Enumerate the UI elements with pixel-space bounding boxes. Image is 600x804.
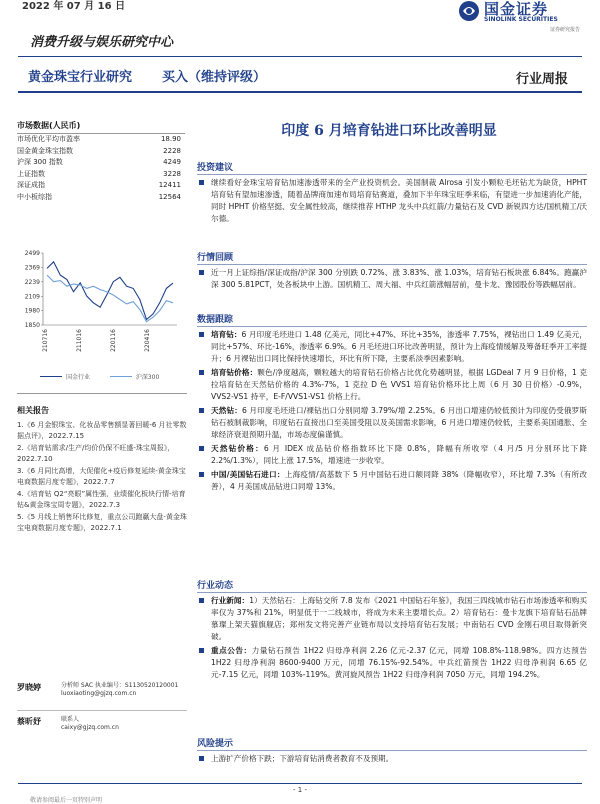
analyst-name: 蔡昕妤 bbox=[17, 717, 41, 726]
market-data-label: 市场优化平均市盈率 bbox=[17, 135, 80, 143]
section bbox=[197, 578, 587, 683]
market-data-label: 中小板综指 bbox=[17, 192, 52, 201]
paragraph bbox=[197, 177, 587, 225]
legend-swatch-2 bbox=[110, 376, 132, 377]
paragraph-text: 6 月印度毛坯进口/裸钻出口分别同增 3.79%/增 2.25%。6 月出口增速仍较低预计为印度仍受俄罗斯钻石被制裁影响，印度钻石直接出口至美国受阻以及美国需求影响，6 月进口增速仍较低，主要系美国通胀、全球经济衰退预期升温，市场态度偏谨慎。 bbox=[211, 406, 587, 439]
footer-rule bbox=[18, 783, 582, 784]
paragraph-lead: 天然钻： bbox=[211, 406, 243, 415]
analyst-role-text: 联系人 bbox=[61, 716, 80, 723]
report-type: 行业周报 bbox=[515, 72, 568, 87]
footer-disclaimer: 敬请参阅最后一页特别声明 bbox=[30, 797, 103, 804]
analyst-email[interactable]: caixy@gjzq.com.cn bbox=[61, 724, 119, 731]
section-title: 投资建议 bbox=[197, 163, 234, 173]
paragraph-lead: 培育钻： bbox=[211, 330, 242, 339]
logo-sub: 证券研究报告 bbox=[550, 27, 581, 33]
section bbox=[197, 312, 587, 495]
logo-cn: 国金证券 bbox=[484, 0, 549, 18]
research-center: 消费升级与娱乐研究中心 bbox=[30, 35, 174, 50]
section-rule bbox=[197, 750, 587, 751]
rating: 买入（维持评级） bbox=[162, 70, 267, 85]
paragraph bbox=[197, 367, 587, 403]
paragraph bbox=[197, 329, 587, 365]
bullet-icon bbox=[199, 446, 204, 451]
series-line-2 bbox=[47, 275, 173, 322]
market-data-value: 12411 bbox=[158, 181, 181, 189]
paragraph bbox=[197, 443, 587, 467]
legend-label-1: 国金行业 bbox=[66, 374, 91, 381]
company-logo bbox=[458, 0, 598, 34]
analyst-email[interactable]: luoxiaoting@gjzq.com.cn bbox=[61, 690, 137, 697]
related-report-link[interactable]: 3.《6 月同比高增，大促催化+疫后修复延续-黄金珠宝电商数据月度专题》，2022.7.7 bbox=[17, 467, 186, 486]
y-tick-label: 1850 bbox=[24, 322, 40, 329]
paragraph-lead: 天然钻价格： bbox=[211, 444, 264, 453]
market-data-value: 2228 bbox=[163, 146, 181, 155]
paragraph-text: 继续看好金珠宝培育钻加速渗透带来的全产业投资机会。美国制裁 Alrosa 引发小颗粒毛坯钻尤为缺货，HPHT 培育钻有望加速渗透，随着品牌商加速布局培育钻赛道，叠加下半年珠宝旺季来临，有望进一步加速消化产能，同时 HPHT 价格坚挺、安全属性较高，继续推荐 HTHP 龙头中兵红箭/力量钻石及 CVD 新锐四方达/国机精工/沃尔德。 bbox=[211, 178, 587, 223]
paragraph-text: 1）天然钻石：上海钻交所 7.8 发布《2021 中国钻石年鉴》，我国三四线城市钻石市场渗透率和购买率仅为 37%和 21%，明显低于一二线城市，将成为未来主要增长点。2）培育钻石：曼卡龙旗下培育钻石品牌慕璨上架天猫旗舰店；郑州发文将完善产业链布局以支持培育钻石发展；中南钻石 CVD 金刚石项目取得新突破。 bbox=[211, 596, 587, 641]
bullet-icon bbox=[199, 370, 204, 375]
market-data-value: 18.90 bbox=[160, 135, 181, 143]
series-line-1 bbox=[47, 262, 173, 320]
paragraph-lead: 培育钻价格： bbox=[211, 368, 258, 377]
y-tick-label: 2369 bbox=[24, 264, 40, 272]
header-rule bbox=[18, 56, 582, 57]
index-chart bbox=[17, 245, 187, 385]
paragraph-text: 上海疫情/高基数下 5 月中国钻石进口额同降 38%（降幅收窄），环比增 7.3%（有所改善），4 月美国成品钻进口同增 13%。 bbox=[211, 470, 587, 491]
section-rule bbox=[197, 174, 587, 175]
y-tick-label: 1980 bbox=[24, 307, 40, 315]
legend-swatch-1 bbox=[40, 376, 62, 377]
bullet-icon bbox=[199, 598, 204, 603]
section-rule bbox=[197, 592, 587, 593]
market-data-row bbox=[17, 180, 185, 192]
y-tick-label: 2499 bbox=[24, 250, 40, 257]
section-title: 行情回顾 bbox=[197, 253, 234, 263]
section bbox=[197, 250, 587, 293]
legend-label-2: 沪深300 bbox=[135, 374, 160, 381]
related-reports-title: 相关报告 bbox=[17, 406, 49, 415]
page-number: - 1 - bbox=[293, 786, 307, 794]
paragraph-text: 颗色/净度越高，颗粒越大的培育钻石价格占比优化势越明显，根据 LGDeal 7 月 9 日价格，1 克拉培育钻在天然钻价格的 4.3%-7%，1 克拉 D 色 VVS1 培育钻价格环比上周（6 月 30 日价格）-0.9%，VVS2-VS1 持平，E-F/VVS1-VS1 价格上行。 bbox=[211, 368, 587, 401]
related-report-link[interactable]: 4.《培育钻 Q2“亮眼”属性强，业绩催化板块行情-培育钻&黄金珠宝周专题》，2022.7.3 bbox=[17, 490, 186, 509]
section-title: 数据跟踪 bbox=[197, 315, 234, 325]
bullet-icon bbox=[199, 408, 204, 413]
paragraph-text: 近一月上证综指/深证成指/沪深 300 分别跌 0.72%、涨 3.83%、涨 1.03%，培育钻石板块涨 6.84%。跑赢沪深 300 5.81PCT，处各板块中上游。国机精工、周大福、中兵红箭涨幅居前，曼卡龙、豫园股份等跌幅居前。 bbox=[211, 268, 587, 289]
sidebar-rule bbox=[17, 393, 187, 394]
paragraph-lead: 中国/美国钻石进口： bbox=[211, 470, 285, 479]
chart-legend bbox=[40, 372, 180, 381]
logo-en: SINOLINK SECURITIES bbox=[484, 16, 558, 23]
section-rule bbox=[197, 326, 587, 327]
related-report-link[interactable]: 2.《培育钻需求/生产/均价仍保不旺盛-珠宝周报》，2022.7.10 bbox=[17, 444, 175, 463]
market-data-title: 市场数据(人民币) bbox=[17, 121, 81, 130]
bullet-icon bbox=[199, 472, 204, 477]
x-tick-label: 210716 bbox=[42, 329, 49, 352]
related-report-link[interactable]: 1.《6 月金银珠宝、化妆品零售额显著回暖-6 月社零数据点评》，2022.7.15 bbox=[17, 421, 187, 440]
paragraph-text: 6 月 IDEX 成品钻价格指数环比下降 0.8%，降幅有所收窄（4 月/5 月分别环比下降 2.2%/1.3%），同比上涨 17.5%，增速进一步收窄。 bbox=[211, 444, 587, 465]
section-rule bbox=[197, 264, 587, 265]
industry-title: 黄金珠宝行业研究 bbox=[28, 70, 133, 85]
section bbox=[197, 160, 587, 227]
y-tick-label: 2239 bbox=[24, 278, 40, 286]
analyst-role bbox=[61, 682, 178, 698]
index-chart-svg bbox=[17, 245, 187, 370]
section bbox=[197, 736, 587, 767]
market-data-label: 深证成指 bbox=[17, 181, 45, 189]
related-reports-list bbox=[17, 420, 189, 535]
analyst-role bbox=[61, 716, 119, 732]
paragraph bbox=[197, 645, 587, 681]
x-tick-label: 220116 bbox=[110, 329, 117, 352]
title-rule bbox=[18, 91, 582, 93]
market-data-row bbox=[17, 157, 185, 169]
report-date: 2022 年 07 月 16 日 bbox=[22, 1, 126, 12]
market-data-label: 沪深 300 指数 bbox=[17, 158, 63, 166]
market-data-value: 3228 bbox=[163, 169, 181, 178]
bullet-icon bbox=[199, 332, 204, 337]
logo-mark-icon bbox=[458, 0, 480, 22]
analyst-rule bbox=[17, 710, 187, 711]
section-title: 风险提示 bbox=[197, 739, 234, 749]
x-tick-label: 211016 bbox=[76, 329, 83, 352]
market-data-label: 国金黄金珠宝指数 bbox=[17, 146, 73, 155]
sidebar bbox=[17, 120, 185, 203]
paragraph-text: 上游扩产价格下跌；下游培育钻消费者教育不及预期。 bbox=[211, 754, 394, 763]
bullet-icon bbox=[199, 270, 204, 275]
paragraph-text: 6 月印度毛坯进口 1.48 亿美元，同比+47%、环比+35%，渗透率 7.75%，裸钻出口 1.49 亿美元，同比+57%、环比-16%，渗透率 6.9%。6 月毛坯进口环比改善明显，预计为上海疫情缓解及筹备旺季开工率提升；6 月裸钻出口同比保持快速增长，环比有所下降，主要系淡季因素影响。 bbox=[211, 330, 588, 363]
paragraph bbox=[197, 469, 587, 493]
report-title: 印度 6 月培育钻进口环比改善明显 bbox=[281, 123, 497, 139]
bullet-icon bbox=[199, 756, 204, 761]
analyst-name: 罗晓婷 bbox=[17, 683, 41, 692]
market-data-table bbox=[17, 133, 185, 203]
paragraph-text: 力量钻石预告 1H22 归母净利润 2.26 亿元-2.37 亿元，同增 108.8%-118.98%。四方达预告 1H22 归母净利润 8600-9400 万元，同增 76.15%-92.54%。中兵红箭预告 1H22 归母净利润 6.65 亿元-7.15 亿元，同增 103%-119%。黄河旋风预告 1H22 归母净利润 7050 万元，同增 194.2%。 bbox=[211, 646, 588, 679]
paragraph-lead: 重点公告： bbox=[211, 646, 252, 655]
paragraph bbox=[197, 267, 587, 291]
market-data-row bbox=[17, 169, 185, 181]
related-report-link[interactable]: 5.《5 月线上销售环比修复，重点公司跑赢大盘-黄金珠宝电商数据月度专题》，2022.7.1 bbox=[17, 513, 187, 532]
market-data-row bbox=[17, 134, 185, 146]
paragraph bbox=[197, 753, 587, 765]
x-tick-label: 220416 bbox=[144, 329, 151, 352]
paragraph bbox=[197, 405, 587, 441]
market-data-row bbox=[17, 146, 185, 158]
y-tick-label: 2109 bbox=[24, 293, 40, 301]
bullet-icon bbox=[199, 648, 204, 653]
market-data-value: 4249 bbox=[163, 158, 181, 166]
analyst-role-text: 分析师 SAC 执业编号：S1130520120001 bbox=[61, 682, 179, 689]
bullet-icon bbox=[199, 180, 204, 185]
market-data-value: 12564 bbox=[158, 192, 181, 201]
section-title: 行业动态 bbox=[197, 581, 234, 591]
paragraph-lead: 行业新闻： bbox=[211, 596, 250, 605]
market-data-row bbox=[17, 192, 185, 204]
paragraph bbox=[197, 595, 587, 643]
market-data-label: 上证指数 bbox=[17, 169, 45, 178]
